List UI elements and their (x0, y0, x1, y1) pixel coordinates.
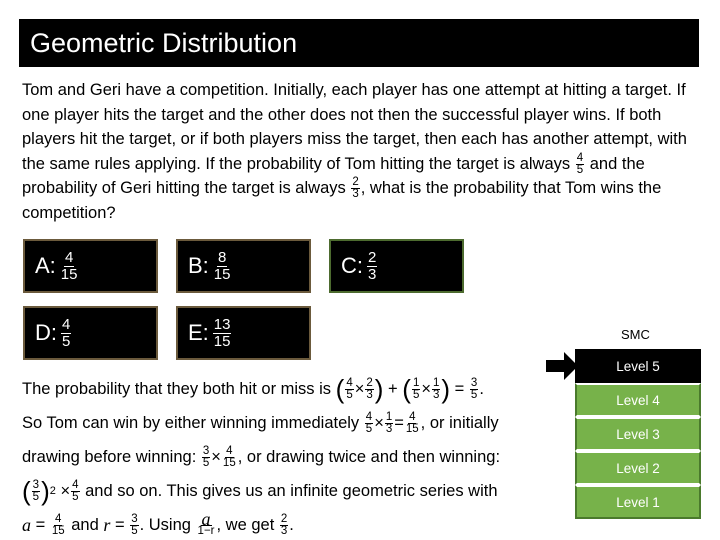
smc-label: SMC (621, 327, 650, 342)
solution-text-run: So Tom can win by either winning immediately (22, 413, 360, 432)
option-c-button[interactable] (329, 239, 464, 293)
fraction: $\frac{4}{15}$ (222, 444, 236, 469)
option-letter: B: (188, 253, 209, 278)
option-fraction: $\frac{13}{15}$ (213, 315, 231, 350)
solution-text-run: , we get (216, 515, 275, 534)
variable-r: r (103, 514, 111, 535)
solution-text-run: and so on. This gives us an infinite geometric series with (85, 481, 498, 500)
question-text (22, 78, 702, 225)
times-sign: × (60, 481, 71, 500)
fraction: $\frac{1}{3}$ (433, 376, 440, 401)
solution-text-run: . Using (139, 515, 191, 534)
solution-line-1: The probability that they both hit or miss is ( $\frac{4}{5}$ × $\frac{2}{3}$ ) + ( $\frac{1}{5}$ × $\frac{1}{3}$ ) = $\frac{3}{5}$ . (22, 374, 484, 404)
tom-probability: $\frac{4}{5}$ (576, 151, 584, 176)
solution-text (22, 372, 537, 540)
option-fraction: $\frac{4}{5}$ (62, 315, 71, 350)
fraction: $\frac{4}{15}$ (51, 512, 65, 537)
level-3-button[interactable]: Level 3 (575, 417, 701, 451)
fraction: $\frac{4}{5}$ (346, 376, 353, 401)
option-fraction: $\frac{4}{15}$ (60, 248, 78, 283)
page-title: Geometric Distribution (19, 19, 699, 67)
equals-sign: = (114, 515, 125, 534)
solution-text-run: , or drawing twice and then winning: (237, 447, 501, 466)
option-d-button[interactable] (23, 306, 158, 360)
option-fraction: $\frac{2}{3}$ (368, 248, 377, 283)
solution-line-3 (22, 440, 537, 474)
option-letter: A: (35, 253, 56, 278)
level-5-button[interactable]: Level 5 (575, 349, 701, 383)
option-a-button[interactable] (23, 239, 158, 293)
fraction: $\frac{4}{15}$ (405, 410, 419, 435)
level-pointer-arrow-icon (546, 352, 578, 380)
level-2-button[interactable]: Level 2 (575, 451, 701, 485)
solution-text-run: The probability that they both hit or miss is (22, 379, 332, 398)
fraction: $\frac{4}{5}$ (72, 478, 79, 503)
fraction: $\frac{3}{5}$ (131, 512, 138, 537)
option-fraction: $\frac{8}{15}$ (213, 248, 231, 283)
times-sign: × (211, 447, 221, 466)
solution-text-run: and (71, 515, 99, 534)
question-mid: and the probability of Geri hitting the target is always (22, 154, 645, 197)
solution-text-run: , or initially (420, 413, 499, 432)
paren: ( (402, 374, 411, 404)
level-1-button[interactable]: Level 1 (575, 485, 701, 519)
fraction: $\frac{3}{5}$ (32, 478, 40, 503)
solution-line-5 (22, 508, 537, 540)
times-sign: × (421, 379, 431, 398)
paren: ) (374, 374, 384, 404)
solution-text-run: . (289, 515, 294, 534)
fraction: $\frac{1}{5}$ (412, 376, 420, 401)
exponent: 2 (49, 484, 56, 497)
equals-sign: = (35, 515, 46, 534)
option-letter: E: (188, 320, 209, 345)
question-end: , what is the probability that Tom wins the competition? (22, 179, 662, 222)
fraction: $\frac{1}{3}$ (385, 410, 393, 435)
fraction: $\frac{4}{5}$ (365, 410, 373, 435)
fraction: $\frac{3}{5}$ (470, 376, 478, 401)
level-list (575, 349, 701, 519)
times-sign: × (354, 379, 365, 398)
paren: ( (22, 476, 31, 506)
solution-line-2 (22, 406, 537, 440)
geri-probability: $\frac{2}{3}$ (352, 176, 359, 201)
paren: ) (441, 374, 451, 404)
equals-sign: = (454, 379, 465, 398)
equals-sign: = (394, 413, 404, 432)
solution-line-4 (22, 474, 537, 508)
fraction: $\frac{2}{3}$ (366, 376, 373, 401)
question-intro: Tom and Geri have a competition. Initially, each player has one attempt at hitting a target. If one player hits the target and the other does not then the successful player wins. If both players hit the target, or if both players miss the target, then each has another attempt, with the same rules applying. If the probability of Tom hitting the target is always (22, 81, 687, 173)
paren: ) (41, 476, 50, 506)
option-letter: C: (341, 253, 363, 278)
paren: ( (335, 374, 345, 404)
option-b-button[interactable] (176, 239, 311, 293)
level-4-button[interactable]: Level 4 (575, 383, 701, 417)
solution-text-run: drawing before winning: (22, 447, 197, 466)
variable-a: a (22, 514, 31, 535)
fraction: $\frac{a}{1-r}$ (197, 508, 215, 537)
times-sign: × (374, 413, 384, 432)
option-letter: D: (35, 320, 57, 345)
fraction: $\frac{2}{3}$ (280, 512, 288, 537)
plus-sign: + (388, 379, 398, 398)
fraction: $\frac{3}{5}$ (202, 444, 210, 469)
option-e-button[interactable] (176, 306, 311, 360)
